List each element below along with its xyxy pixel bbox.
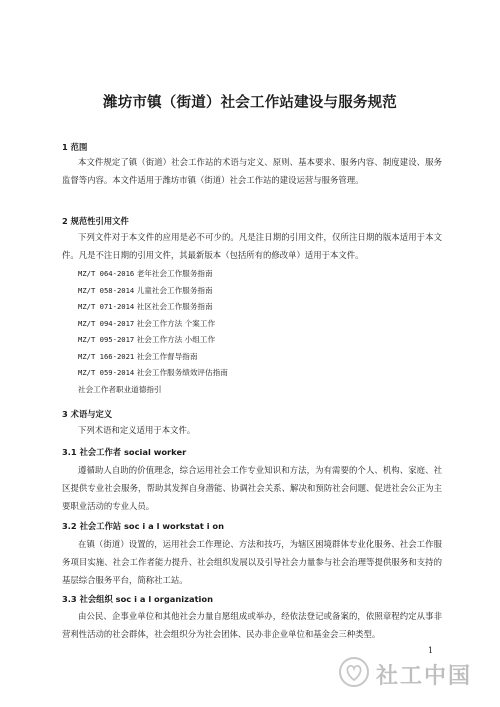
reference-code: MZ/T 166-2021 [78, 351, 135, 361]
section-3-3-paragraph: 由公民、企事业单位和其他社会力量自愿组成或举办，经依法登记或备案的，依照章程约定从事非营利性活动的社会群体，社会组织分为社会团体、民办非企业单位和基金会三种类型。 [62, 611, 442, 639]
section-2-paragraph: 下列文件对于本文件的应用是必不可少的。凡是注日期的引用文件，仅所注日期的版本适用于本文件。凡是不注日期的引用文件，其最新版本（包括所有的修改单）适用于本文件。 [62, 232, 442, 260]
reference-code: MZ/T 059-2014 [78, 368, 135, 377]
reference-code: MZ/T 071-2014 [78, 302, 135, 311]
section-3-2-heading: 3.2 社会工作站 soc i a l workstat i on [62, 521, 225, 531]
reference-item [78, 266, 228, 283]
reference-title: 社会工作督导指南 [136, 351, 198, 361]
reference-title: 老年社会工作服务指南 [136, 269, 213, 278]
reference-title: 儿童社会工作服务指南 [136, 285, 213, 295]
reference-item [78, 316, 228, 333]
watermark [338, 654, 488, 694]
section-3-heading: 3 术语与定义 [62, 409, 113, 419]
reference-item [78, 349, 228, 366]
reference-title: 社会工作方法 个案工作 [136, 318, 216, 328]
section-3-paragraph: 下列术语和定义适用于本文件。 [78, 425, 196, 435]
reference-title: 社会工作方法 小组工作 [136, 335, 216, 344]
reference-item [78, 382, 228, 399]
section-1-paragraph: 本文件规定了镇（街道）社会工作站的术语与定义、原则、基本要求、服务内容、制度建设、服务监督等内容。本文件适用于潍坊市镇（街道）社会工作站的建设运营与服务管理。 [62, 157, 442, 185]
section-2-heading: 2 规范性引用文件 [62, 216, 129, 226]
heart-logo-icon [338, 656, 370, 692]
reference-title: 社区社会工作服务指南 [136, 302, 213, 311]
reference-item [78, 365, 228, 382]
document-title: 潍坊市镇（街道）社会工作站建设与服务规范 [103, 95, 397, 111]
section-3-3-heading: 3.3 社会组织 soc i a l organization [62, 594, 213, 604]
watermark-text: 社工中国 [376, 663, 473, 689]
reference-title: 社会工作者职业道德指引 [78, 384, 162, 394]
reference-item [78, 283, 228, 300]
reference-item [78, 332, 228, 349]
section-3-2-paragraph: 在镇（街道）设置的，运用社会工作理论、方法和技巧，为辖区困境群体专业化服务、社会工作服务项目实施、社会工作者能力提升、社会组织发展以及引导社会力量参与社会治理等提供服务和支持的基层综合服务平台，简称社工站。 [62, 539, 442, 585]
reference-item [78, 299, 228, 316]
section-1-heading: 1 范围 [62, 142, 88, 152]
section-3-1-paragraph: 遵循助人自助的价值理念，综合运用社会工作专业知识和方法，为有需要的个人、机构、家庭、社区提供专业社会服务，帮助其发挥自身潜能、协调社会关系、解决和预防社会问题、促进社会公正为主要职业活动的专业人员。 [62, 465, 442, 511]
reference-code: MZ/T 095-2017 [78, 335, 135, 344]
reference-code: MZ/T 058-2014 [78, 285, 135, 295]
section-3-1-heading: 3.1 社会工作者 social worker [62, 447, 187, 457]
reference-title: 社会工作服务绩效评估指南 [136, 368, 228, 377]
reference-code: MZ/T 094-2017 [78, 318, 135, 328]
reference-code: MZ/T 064-2016 [78, 269, 135, 278]
page-number: 1 [428, 646, 434, 655]
normative-references-list [78, 266, 228, 398]
